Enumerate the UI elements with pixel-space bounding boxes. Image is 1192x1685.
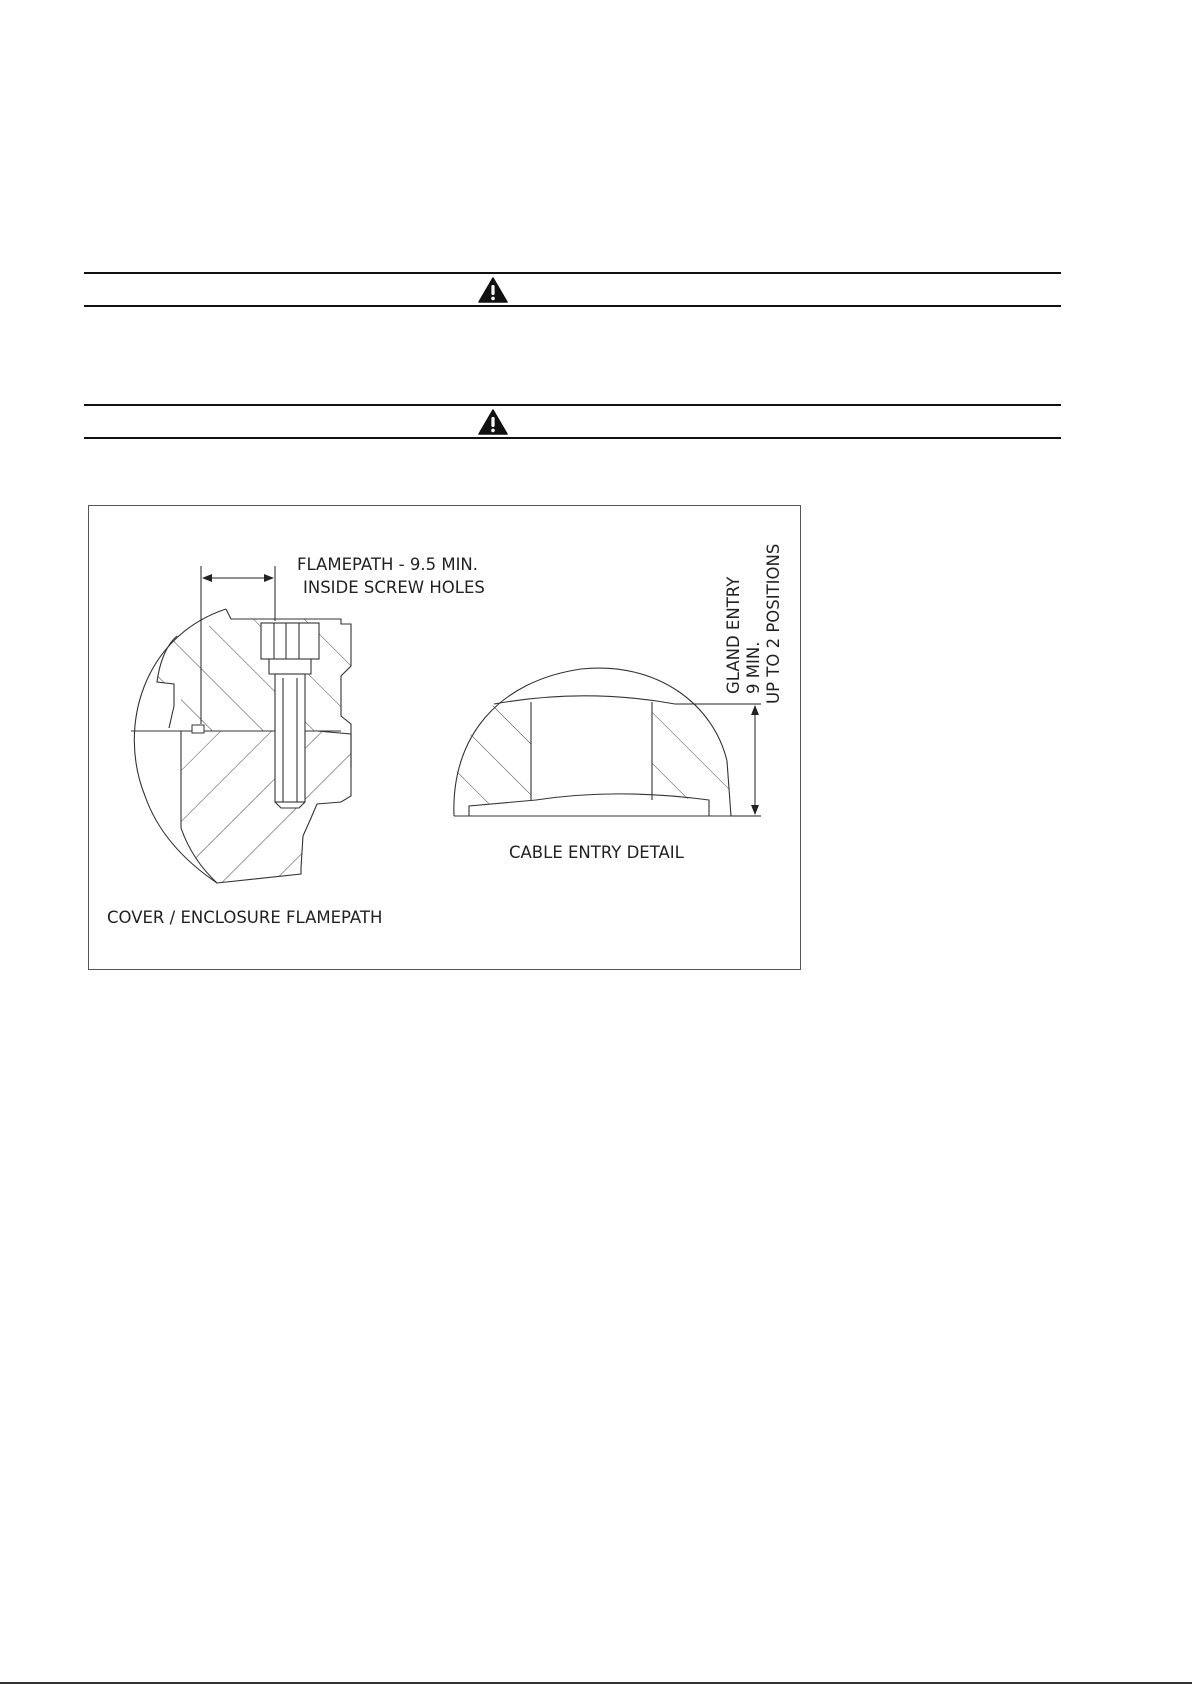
warning-triangle-icon <box>478 277 508 303</box>
warning-triangle-icon <box>478 409 508 435</box>
banner-top-rule <box>84 404 1061 406</box>
gland-label-line3: UP TO 2 POSITIONS <box>764 543 783 704</box>
gland-label-line2: 9 MIN. <box>744 641 763 694</box>
flamepath-drawing <box>89 506 802 971</box>
banner-bottom-rule <box>84 305 1061 307</box>
gland-label-line1: GLAND ENTRY <box>724 576 743 694</box>
flamepath-figure <box>88 505 801 970</box>
banner-top-rule <box>84 272 1061 274</box>
flamepath-label-line1: FLAMEPATH - 9.5 MIN. <box>297 555 479 574</box>
banner-bottom-rule <box>84 437 1061 439</box>
flamepath-label-line2: INSIDE SCREW HOLES <box>303 578 485 597</box>
cable-entry-label: CABLE ENTRY DETAIL <box>509 843 684 862</box>
warning-banner <box>84 404 1061 439</box>
page-bottom-rule <box>0 1682 1192 1684</box>
warning-banner <box>84 272 1061 307</box>
cover-enclosure-label: COVER / ENCLOSURE FLAMEPATH <box>107 908 383 927</box>
